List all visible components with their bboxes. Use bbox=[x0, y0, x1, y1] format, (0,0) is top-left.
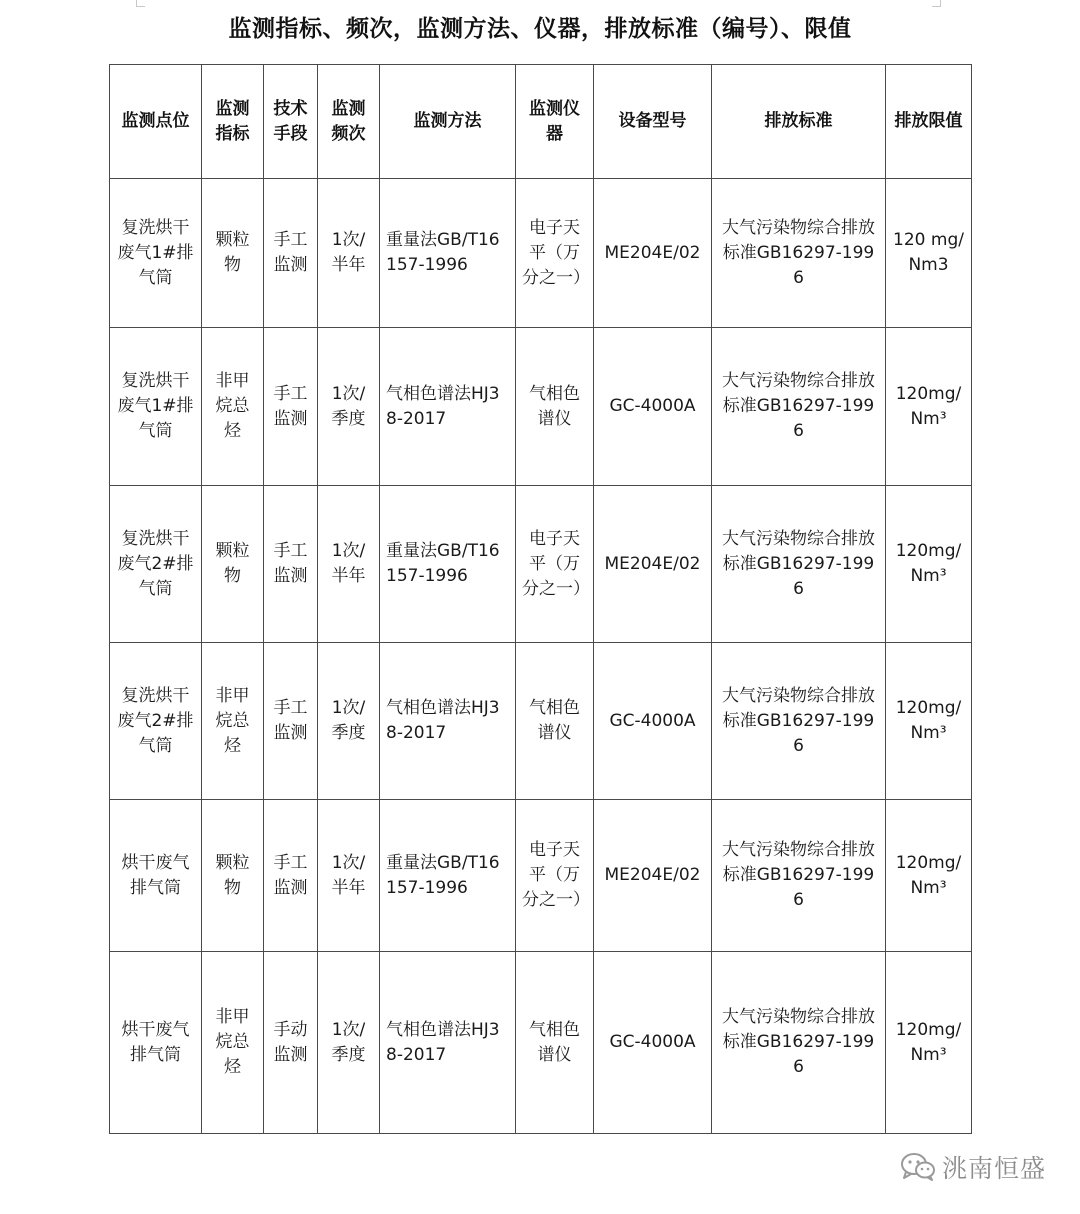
cell-indicator: 非甲烷总烃 bbox=[202, 328, 264, 486]
cell-indicator: 非甲烷总烃 bbox=[202, 952, 264, 1134]
cell-method: 气相色谱法HJ38-2017 bbox=[380, 952, 516, 1134]
wechat-icon bbox=[900, 1152, 936, 1182]
cell-monitoring-point: 复洗烘干废气1#排气筒 bbox=[110, 179, 202, 328]
table-row bbox=[110, 486, 972, 643]
cell-instrument: 电子天平（万分之一） bbox=[516, 800, 594, 952]
cell-method: 重量法GB/T16157-1996 bbox=[380, 486, 516, 643]
header-cell: 监测指标 bbox=[202, 65, 264, 179]
cell-method: 气相色谱法HJ38-2017 bbox=[380, 643, 516, 800]
cell-technique: 手工监测 bbox=[264, 800, 318, 952]
header-cell: 排放标准 bbox=[712, 65, 886, 179]
header-cell: 监测仪器 bbox=[516, 65, 594, 179]
cell-frequency: 1次/半年 bbox=[318, 179, 380, 328]
cell-monitoring-point: 复洗烘干废气2#排气筒 bbox=[110, 643, 202, 800]
cell-monitoring-point: 复洗烘干废气1#排气筒 bbox=[110, 328, 202, 486]
cell-standard: 大气污染物综合排放标准GB16297-1996 bbox=[712, 952, 886, 1134]
table-row bbox=[110, 952, 972, 1134]
table-row bbox=[110, 328, 972, 486]
cell-instrument: 气相色谱仪 bbox=[516, 328, 594, 486]
cell-standard: 大气污染物综合排放标准GB16297-1996 bbox=[712, 643, 886, 800]
cell-method: 重量法GB/T16157-1996 bbox=[380, 800, 516, 952]
cell-limit: 120mg/Nm³ bbox=[886, 643, 972, 800]
table-row bbox=[110, 800, 972, 952]
header-cell: 设备型号 bbox=[594, 65, 712, 179]
header-cell: 监测方法 bbox=[380, 65, 516, 179]
header-cell: 监测频次 bbox=[318, 65, 380, 179]
cell-standard: 大气污染物综合排放标准GB16297-1996 bbox=[712, 486, 886, 643]
cell-monitoring-point: 复洗烘干废气2#排气筒 bbox=[110, 486, 202, 643]
cell-instrument: 电子天平（万分之一） bbox=[516, 486, 594, 643]
cell-model: ME204E/02 bbox=[594, 179, 712, 328]
cell-limit: 120 mg/Nm3 bbox=[886, 179, 972, 328]
monitoring-table bbox=[109, 64, 972, 1134]
cell-instrument: 电子天平（万分之一） bbox=[516, 179, 594, 328]
cell-frequency: 1次/半年 bbox=[318, 486, 380, 643]
cell-model: ME204E/02 bbox=[594, 486, 712, 643]
table-row bbox=[110, 643, 972, 800]
cell-model: GC-4000A bbox=[594, 643, 712, 800]
cell-technique: 手工监测 bbox=[264, 328, 318, 486]
table-header-row bbox=[110, 65, 972, 179]
page-corner-mark-left bbox=[136, 0, 145, 7]
cell-frequency: 1次/季度 bbox=[318, 952, 380, 1134]
cell-instrument: 气相色谱仪 bbox=[516, 952, 594, 1134]
cell-method: 气相色谱法HJ38-2017 bbox=[380, 328, 516, 486]
cell-limit: 120mg/Nm³ bbox=[886, 800, 972, 952]
cell-standard: 大气污染物综合排放标准GB16297-1996 bbox=[712, 179, 886, 328]
cell-technique: 手工监测 bbox=[264, 179, 318, 328]
watermark bbox=[900, 1150, 1070, 1184]
cell-frequency: 1次/半年 bbox=[318, 800, 380, 952]
header-cell: 技术手段 bbox=[264, 65, 318, 179]
cell-frequency: 1次/季度 bbox=[318, 643, 380, 800]
table-row bbox=[110, 179, 972, 328]
cell-limit: 120mg/Nm³ bbox=[886, 486, 972, 643]
cell-indicator: 颗粒物 bbox=[202, 800, 264, 952]
watermark-text: 洮南恒盛 bbox=[942, 1154, 1047, 1183]
cell-standard: 大气污染物综合排放标准GB16297-1996 bbox=[712, 800, 886, 952]
cell-frequency: 1次/季度 bbox=[318, 328, 380, 486]
cell-model: GC-4000A bbox=[594, 952, 712, 1134]
cell-limit: 120mg/Nm³ bbox=[886, 952, 972, 1134]
cell-method: 重量法GB/T16157-1996 bbox=[380, 179, 516, 328]
cell-monitoring-point: 烘干废气排气筒 bbox=[110, 800, 202, 952]
page-corner-mark-right bbox=[932, 0, 941, 7]
cell-monitoring-point: 烘干废气排气筒 bbox=[110, 952, 202, 1134]
cell-model: GC-4000A bbox=[594, 328, 712, 486]
document-title: 监测指标、频次，监测方法、仪器，排放标准（编号）、限值 bbox=[228, 16, 852, 42]
cell-instrument: 气相色谱仪 bbox=[516, 643, 594, 800]
cell-indicator: 颗粒物 bbox=[202, 179, 264, 328]
cell-technique: 手工监测 bbox=[264, 486, 318, 643]
cell-technique: 手工监测 bbox=[264, 643, 318, 800]
header-cell: 监测点位 bbox=[110, 65, 202, 179]
cell-standard: 大气污染物综合排放标准GB16297-1996 bbox=[712, 328, 886, 486]
cell-technique: 手动监测 bbox=[264, 952, 318, 1134]
cell-indicator: 非甲烷总烃 bbox=[202, 643, 264, 800]
cell-limit: 120mg/Nm³ bbox=[886, 328, 972, 486]
cell-indicator: 颗粒物 bbox=[202, 486, 264, 643]
header-cell: 排放限值 bbox=[886, 65, 972, 179]
cell-model: ME204E/02 bbox=[594, 800, 712, 952]
